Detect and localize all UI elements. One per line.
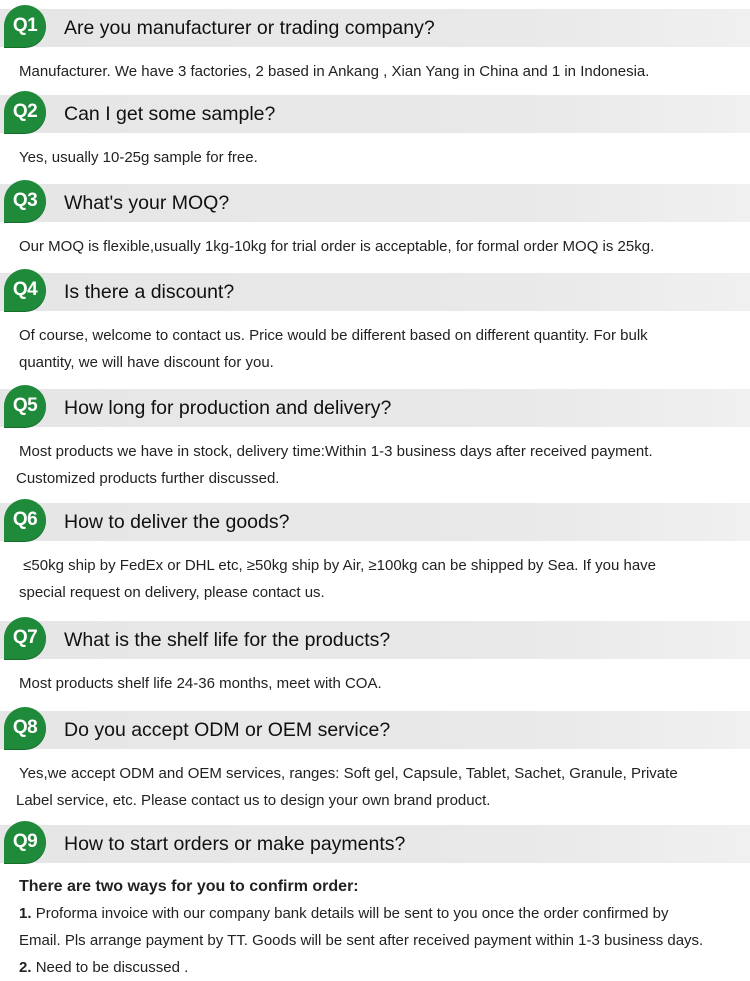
q8-question: Do you accept ODM or OEM service? [64,719,391,741]
answer-line: special request on delivery, please contact us. [19,584,325,601]
q6-answer [19,552,749,606]
step-text: Proforma invoice with our company bank details will be sent to you once the order confirmed by [35,905,669,922]
answer-line: Yes, usually 10-25g sample for free. [19,149,258,166]
answer-line: Customized products further discussed. [16,470,280,487]
step-text: Need to be discussed . [35,959,189,976]
q1-badge: Q1 [4,5,46,47]
answer-line: Most products we have in stock, delivery time:Within 1-3 business days after received payment. [19,443,653,460]
answer-line: Our MOQ is flexible,usually 1kg-10kg for trial order is acceptable, for formal order MOQ is 25kg. [19,238,655,255]
answer-line: Most products shelf life 24-36 months, meet with COA. [19,675,382,692]
q7-badge: Q7 [4,617,46,659]
answer-line: quantity, we will have discount for you. [19,354,274,371]
q6-question: How to deliver the goods? [64,511,290,533]
q9-badge: Q9 [4,821,46,863]
q5-badge: Q5 [4,385,46,427]
answer-line: Of course, welcome to contact us. Price would be different based on different quantity. For bulk [19,327,648,344]
q6-badge: Q6 [4,499,46,541]
q2-badge: Q2 [4,91,46,133]
q9-question: How to start orders or make payments? [64,833,406,855]
answer-line: Manufacturer. We have 3 factories, 2 based in Ankang , Xian Yang in China and 1 in Indonesia. [19,63,650,80]
answer-lead: There are two ways for you to confirm order: [19,878,359,895]
step-number: 1. [19,905,32,922]
q7-question: What is the shelf life for the products? [64,629,391,651]
q4-answer [19,322,749,376]
q8-answer [16,760,746,814]
step-1-continued: Email. Pls arrange payment by TT. Goods will be sent after received payment within 1-3 business days. [19,932,704,949]
q3-answer [19,233,749,260]
q3-badge: Q3 [4,180,46,222]
q5-question: How long for production and delivery? [64,397,392,419]
q2-question: Can I get some sample? [64,103,276,125]
q4-badge: Q4 [4,269,46,311]
q7-answer [19,670,749,697]
q1-question: Are you manufacturer or trading company? [64,17,435,39]
q3-question: What's your MOQ? [64,192,230,214]
step-1 [19,900,749,927]
q5-answer [16,438,746,492]
step-2 [19,954,749,981]
q9-answer [19,873,749,981]
q4-question: Is there a discount? [64,281,235,303]
answer-line: Yes,we accept ODM and OEM services, ranges: Soft gel, Capsule, Tablet, Sachet, Granule, Private [19,765,678,782]
q8-badge: Q8 [4,707,46,749]
q1-answer [19,58,749,85]
answer-line: ≤50kg ship by FedEx or DHL etc, ≥50kg ship by Air, ≥100kg can be shipped by Sea. If you have [19,557,657,574]
answer-line: Label service, etc. Please contact us to design your own brand product. [16,792,491,809]
step-number: 2. [19,959,32,976]
q2-answer [19,144,749,171]
